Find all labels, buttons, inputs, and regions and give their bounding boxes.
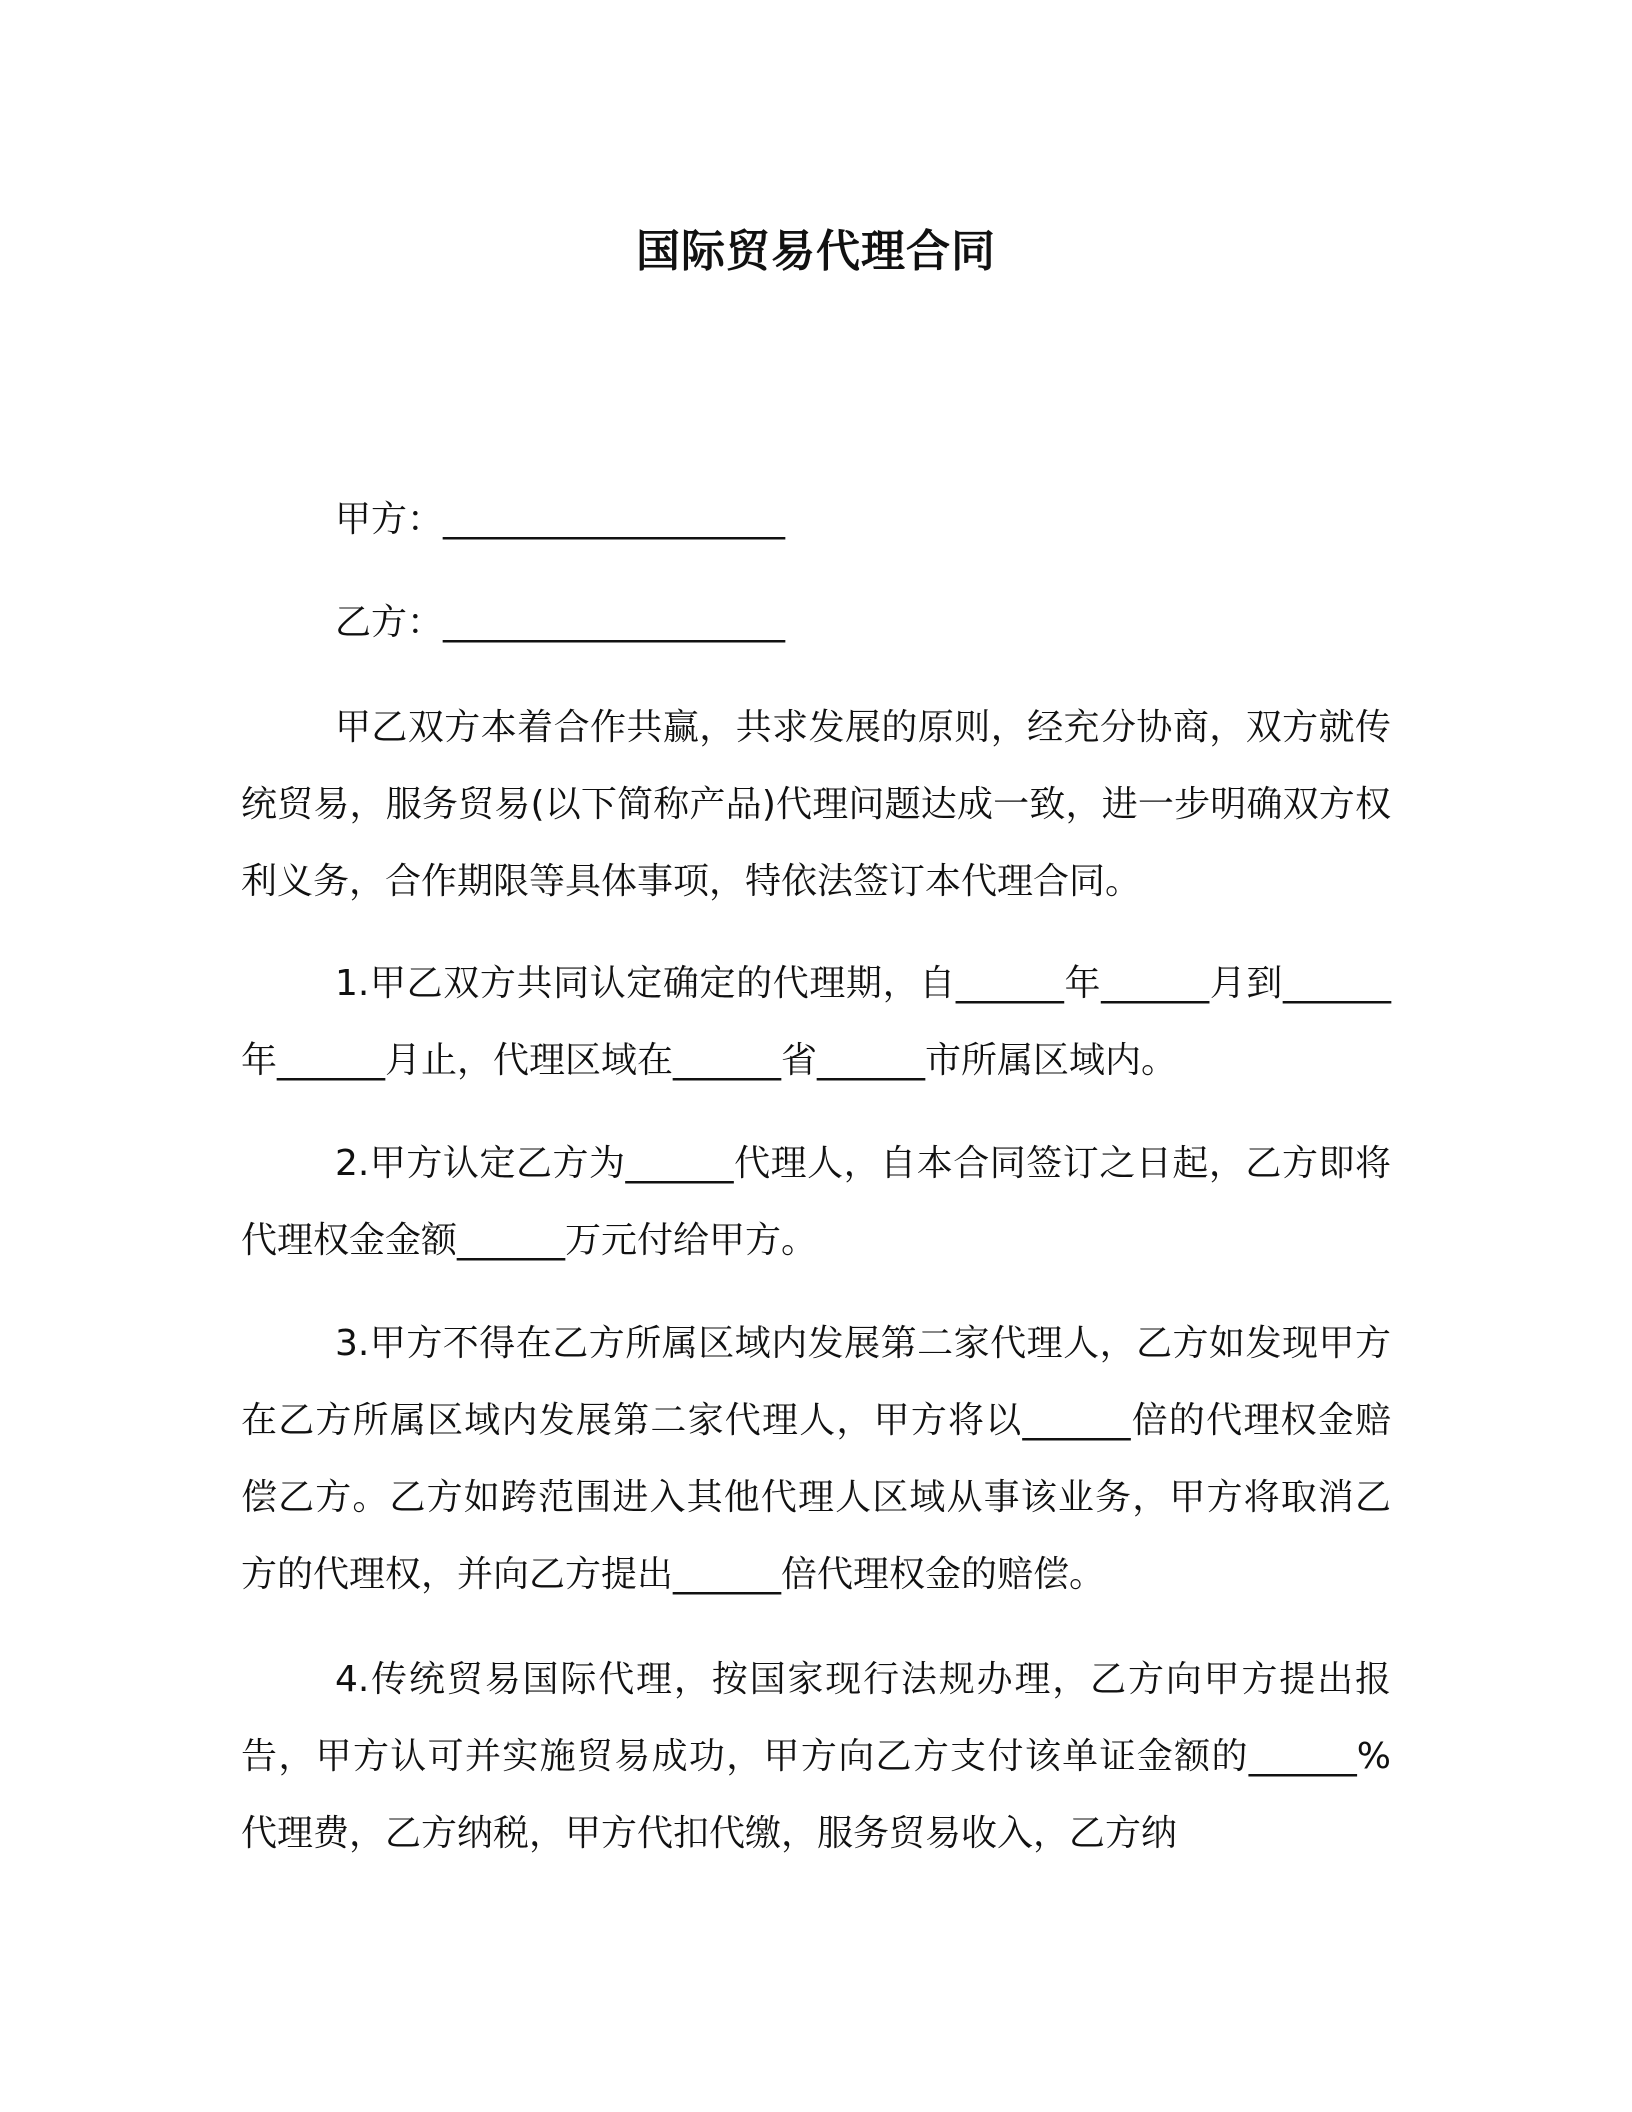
- clause-4: 4.传统贸易国际代理，按国家现行法规办理，乙方向甲方提出报告，甲方认可并实施贸易成功，甲方向乙方支付该单证金额的______%代理费，乙方纳税，甲方代扣代缴，服务贸易收入，乙方纳: [241, 1659, 1391, 1854]
- clause-3: 3.甲方不得在乙方所属区域内发展第二家代理人，乙方如发现甲方在乙方所属区域内发展第二家代理人，甲方将以______倍的代理权金赔偿乙方。乙方如跨范围进入其他代理人区域从事该业务，甲方将取消乙方的代理权，并向乙方提出______倍代理权金的赔偿。: [241, 1323, 1391, 1595]
- party-b-line: 乙方：___________________: [335, 602, 786, 643]
- document-title: 国际贸易代理合同: [636, 226, 996, 277]
- clause-1: 1.甲乙双方共同认定确定的代理期，自______年______月到______年______月止，代理区域在______省______市所属区域内。: [241, 963, 1391, 1081]
- clause-2: 2.甲方认定乙方为______代理人，自本合同签订之日起，乙方即将代理权金金额______万元付给甲方。: [241, 1143, 1391, 1261]
- preamble-paragraph: 甲乙双方本着合作共赢，共求发展的原则，经充分协商，双方就传统贸易，服务贸易(以下简称产品)代理问题达成一致，进一步明确双方权利义务，合作期限等具体事项，特依法签订本代理合同。: [241, 707, 1391, 902]
- party-a-line: 甲方：___________________: [335, 499, 786, 540]
